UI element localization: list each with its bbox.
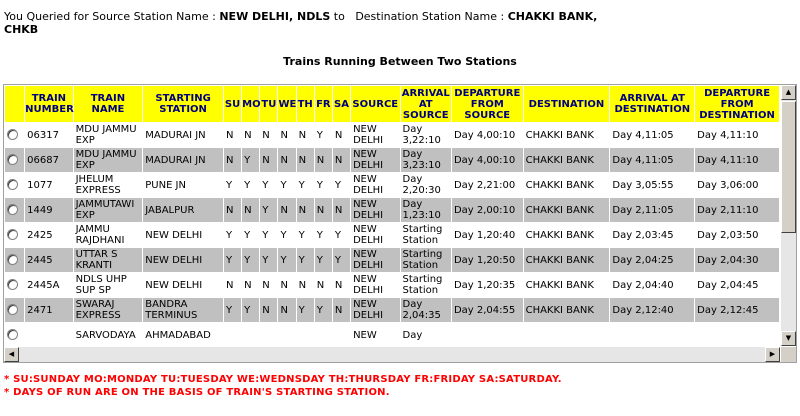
table-cell: N (297, 273, 314, 297)
table-cell: N (333, 198, 350, 222)
table-cell: 2471 (25, 298, 72, 322)
table-cell: Y (260, 173, 277, 197)
table-cell: NEW DELHI (351, 273, 399, 297)
table-cell: NEW DELHI (143, 248, 223, 272)
table-cell: N (297, 123, 314, 147)
column-header: TH (297, 86, 314, 122)
horizontal-scrollbar[interactable] (4, 347, 780, 362)
table-cell: Y (278, 223, 295, 247)
destination-code: CHKB (4, 23, 39, 36)
table-cell: Day 1,20:40 (452, 223, 523, 247)
table-cell: Day 2,03:50 (695, 223, 779, 247)
table-row[interactable] (5, 273, 779, 297)
table-cell (242, 323, 259, 346)
scroll-down-icon[interactable]: ▼ (781, 331, 796, 346)
table-cell: N (224, 148, 241, 172)
table-row[interactable] (5, 248, 779, 272)
table-cell: JABALPUR (143, 198, 223, 222)
row-select-cell[interactable] (5, 198, 24, 222)
table-cell: N (333, 123, 350, 147)
table-cell: NDLS UHP SUP SP (74, 273, 143, 297)
vertical-scrollbar[interactable] (781, 85, 796, 346)
table-cell: Day 2,04:25 (610, 248, 694, 272)
table-cell: NEW DELHI (143, 273, 223, 297)
table-row[interactable] (5, 173, 779, 197)
table-cell: Day 4,11:10 (695, 123, 779, 147)
column-header: STARTING STATION (143, 86, 223, 122)
row-select-radio[interactable] (7, 129, 18, 140)
table-cell: N (333, 298, 350, 322)
table-cell: JAMMU RAJDHANI (74, 223, 143, 247)
table-cell (524, 323, 610, 346)
row-select-cell[interactable] (5, 173, 24, 197)
column-header: ARRIVAL AT SOURCE (401, 87, 450, 121)
table-cell: N (333, 148, 350, 172)
table-cell: Y (297, 223, 314, 247)
scroll-up-icon[interactable]: ▲ (781, 85, 796, 100)
table-cell: Y (278, 248, 295, 272)
table-cell: N (260, 298, 277, 322)
table-cell: AHMADABAD (143, 323, 223, 346)
scroll-right-icon[interactable]: ▶ (765, 347, 780, 362)
table-cell: Day 3,05:55 (610, 173, 694, 197)
table-cell: N (260, 123, 277, 147)
row-select-radio[interactable] (7, 229, 18, 240)
table-row[interactable] (5, 148, 779, 172)
table-cell: 06687 (25, 148, 72, 172)
table-cell: Y (242, 248, 259, 272)
table-cell: 1077 (25, 173, 72, 197)
table-cell: N (278, 273, 295, 297)
row-select-radio[interactable] (7, 329, 18, 340)
table-cell (278, 323, 295, 346)
table-cell: N (278, 148, 295, 172)
table-cell: Day 2,04:55 (452, 298, 523, 322)
table-cell: NEW DELHI (143, 223, 223, 247)
table-cell: N (224, 198, 241, 222)
table-cell: Y (224, 223, 241, 247)
destination-station: CHAKKI BANK, (507, 10, 598, 23)
row-select-cell[interactable] (5, 298, 24, 322)
table-cell: N (278, 198, 295, 222)
table-cell: 2425 (25, 223, 72, 247)
table-header-row (5, 86, 779, 122)
trains-grid (3, 84, 797, 363)
table-cell: NEW DELHI (351, 248, 399, 272)
table-cell: Day 2,04:35 (401, 298, 451, 322)
row-select-cell[interactable] (5, 248, 24, 272)
table-cell: CHAKKI BANK (524, 248, 610, 272)
table-cell: N (333, 273, 350, 297)
table-cell: Y (333, 223, 350, 247)
table-cell: N (278, 123, 295, 147)
table-cell: Day 1,20:50 (452, 248, 523, 272)
table-cell: Day 2,04:40 (610, 273, 694, 297)
column-header: DEPARTURE FROM SOURCE (452, 86, 523, 122)
row-select-radio[interactable] (7, 279, 18, 290)
query-summary (4, 10, 704, 36)
table-cell: CHAKKI BANK (524, 173, 610, 197)
table-cell: N (315, 148, 332, 172)
table-cell (297, 323, 314, 346)
table-cell: N (242, 123, 259, 147)
table-cell (260, 323, 277, 346)
table-cell (25, 323, 72, 346)
table-cell: N (224, 273, 241, 297)
table-cell: Y (297, 298, 314, 322)
table-row[interactable] (5, 298, 779, 322)
days-legend-note: * SU:SUNDAY MO:MONDAY TU:TUESDAY WE:WEDNSDAY TH:THURSDAY FR:FRIDAY SA:SATURDAY. (4, 374, 562, 385)
table-cell: JAMMUTAWI EXP (74, 198, 143, 222)
table-cell: Y (315, 248, 332, 272)
table-cell: CHAKKI BANK (524, 198, 610, 222)
table-cell: MDU JAMMU EXP (74, 123, 143, 147)
table-row[interactable] (5, 123, 779, 147)
table-cell: Day 2,03:45 (610, 223, 694, 247)
row-select-radio[interactable] (7, 204, 18, 215)
table-cell: BANDRA TERMINUS (143, 298, 223, 322)
days-basis-note: * DAYS OF RUN ARE ON THE BASIS OF TRAIN'S STARTING STATION. (4, 387, 390, 398)
row-select-radio[interactable] (7, 304, 18, 315)
table-cell: Day 2,11:10 (695, 198, 779, 222)
table-cell: Day 2,11:05 (610, 198, 694, 222)
column-header: ARRIVAL AT DESTINATION (610, 86, 694, 122)
table-cell (610, 323, 694, 346)
table-cell: Y (297, 173, 314, 197)
row-select-radio[interactable] (7, 254, 18, 265)
table-cell: CHAKKI BANK (524, 123, 610, 147)
column-header: FR (315, 86, 332, 122)
table-cell: N (224, 123, 241, 147)
table-cell: CHAKKI BANK (524, 148, 610, 172)
table-cell: CHAKKI BANK (524, 273, 610, 297)
table-cell: NEW (351, 323, 399, 346)
column-header: SA (333, 86, 350, 122)
table-cell: Y (224, 248, 241, 272)
table-row[interactable] (5, 323, 779, 346)
table-cell: SARVODAYA (74, 323, 143, 346)
column-header: SOURCE (351, 86, 399, 122)
table-cell: MDU JAMMU EXP (74, 148, 143, 172)
row-select-cell[interactable] (5, 123, 24, 147)
table-cell: CHAKKI BANK (524, 223, 610, 247)
table-cell: Day 4,00:10 (452, 148, 523, 172)
table-cell: NEW DELHI (351, 173, 399, 197)
page-title: Trains Running Between Two Stations (283, 55, 517, 68)
table-cell: Day 4,00:10 (452, 123, 523, 147)
trains-table (4, 85, 780, 346)
table-cell: Y (242, 298, 259, 322)
column-header: SU (224, 86, 241, 122)
table-cell: MADURAI JN (143, 148, 223, 172)
table-cell: 2445 (25, 248, 72, 272)
table-cell: NEW DELHI (351, 298, 399, 322)
destination-label: Destination Station Name : (355, 10, 505, 23)
table-cell: Starting Station (401, 273, 451, 297)
table-cell: N (315, 273, 332, 297)
table-cell: 1449 (25, 198, 72, 222)
table-cell: JHELUM EXPRESS (74, 173, 143, 197)
column-header: DESTINATION (524, 86, 610, 122)
table-cell: Day 2,04:30 (695, 248, 779, 272)
table-cell: Day 3,23:10 (401, 148, 451, 172)
column-header: TRAIN NUMBER (25, 86, 72, 122)
table-cell: Y (333, 248, 350, 272)
table-cell: Day 4,11:10 (695, 148, 779, 172)
trains-grid-viewport (4, 85, 780, 346)
table-cell: Y (315, 298, 332, 322)
row-select-radio[interactable] (7, 154, 18, 165)
table-cell: Day 2,12:40 (610, 298, 694, 322)
table-cell: Day 4,11:05 (610, 148, 694, 172)
table-cell: Y (224, 298, 241, 322)
table-cell: Day (401, 323, 451, 346)
table-cell: Day 1,20:35 (452, 273, 523, 297)
table-cell (333, 323, 350, 346)
table-cell: Day 3,06:00 (695, 173, 779, 197)
table-cell: N (278, 298, 295, 322)
table-cell: Y (260, 198, 277, 222)
table-cell: N (260, 273, 277, 297)
row-select-radio[interactable] (7, 179, 18, 190)
table-cell: UTTAR S KRANTI (74, 248, 143, 272)
table-cell: Y (242, 173, 259, 197)
table-cell: Y (315, 173, 332, 197)
table-cell: Y (278, 173, 295, 197)
table-cell: 2445A (25, 273, 72, 297)
table-cell: Day 2,04:45 (695, 273, 779, 297)
table-cell: Y (224, 173, 241, 197)
table-cell: N (242, 273, 259, 297)
table-cell: Y (297, 248, 314, 272)
source-station: NEW DELHI, NDLS (219, 10, 331, 23)
table-cell: 06317 (25, 123, 72, 147)
table-cell: Day 2,00:10 (452, 198, 523, 222)
table-cell: CHAKKI BANK (524, 298, 610, 322)
table-cell: N (297, 198, 314, 222)
table-row[interactable] (5, 198, 779, 222)
table-cell: Day 2,20:30 (401, 173, 451, 197)
table-cell: Day 3,22:10 (401, 123, 451, 147)
table-cell: SWARAJ EXPRESS (74, 298, 143, 322)
table-cell (452, 323, 523, 346)
table-cell: NEW DELHI (351, 223, 399, 247)
row-select-cell[interactable] (5, 323, 24, 346)
vertical-scroll-thumb[interactable] (781, 101, 796, 233)
select-column-header (5, 86, 24, 122)
table-cell: NEW DELHI (351, 148, 399, 172)
scrollbar-corner (781, 347, 796, 362)
table-cell (315, 323, 332, 346)
query-to: to (333, 10, 345, 23)
table-cell: N (242, 198, 259, 222)
table-cell: Starting Station (401, 223, 451, 247)
column-header: WE (278, 86, 295, 122)
row-select-cell[interactable] (5, 148, 24, 172)
table-cell: N (297, 148, 314, 172)
table-cell: Y (242, 148, 259, 172)
table-cell: Y (260, 248, 277, 272)
table-cell: N (315, 198, 332, 222)
table-cell: NEW DELHI (351, 123, 399, 147)
column-header: TU (260, 86, 277, 122)
column-header: MO (242, 86, 259, 122)
column-header: DEPARTURE FROM DESTINATION (695, 86, 779, 122)
table-cell: Y (242, 223, 259, 247)
table-cell: MADURAI JN (143, 123, 223, 147)
query-prefix: You Queried for Source Station Name : (4, 10, 216, 23)
table-cell: Y (333, 173, 350, 197)
table-cell: Starting Station (401, 248, 451, 272)
table-cell: Day 2,12:45 (695, 298, 779, 322)
table-cell: N (260, 148, 277, 172)
table-cell: Y (315, 123, 332, 147)
table-cell: NEW DELHI (351, 198, 399, 222)
table-cell (695, 323, 779, 346)
column-header: TRAIN NAME (74, 86, 143, 122)
table-cell: Y (315, 223, 332, 247)
table-cell (224, 323, 241, 346)
table-row[interactable] (5, 223, 779, 247)
scroll-left-icon[interactable]: ◀ (4, 347, 19, 362)
table-cell: Y (260, 223, 277, 247)
table-cell: PUNE JN (143, 173, 223, 197)
table-cell: Day 4,11:05 (610, 123, 694, 147)
row-select-cell[interactable] (5, 223, 24, 247)
row-select-cell[interactable] (5, 273, 24, 297)
table-cell: Day 2,21:00 (452, 173, 523, 197)
table-cell: Day 1,23:10 (401, 198, 451, 222)
